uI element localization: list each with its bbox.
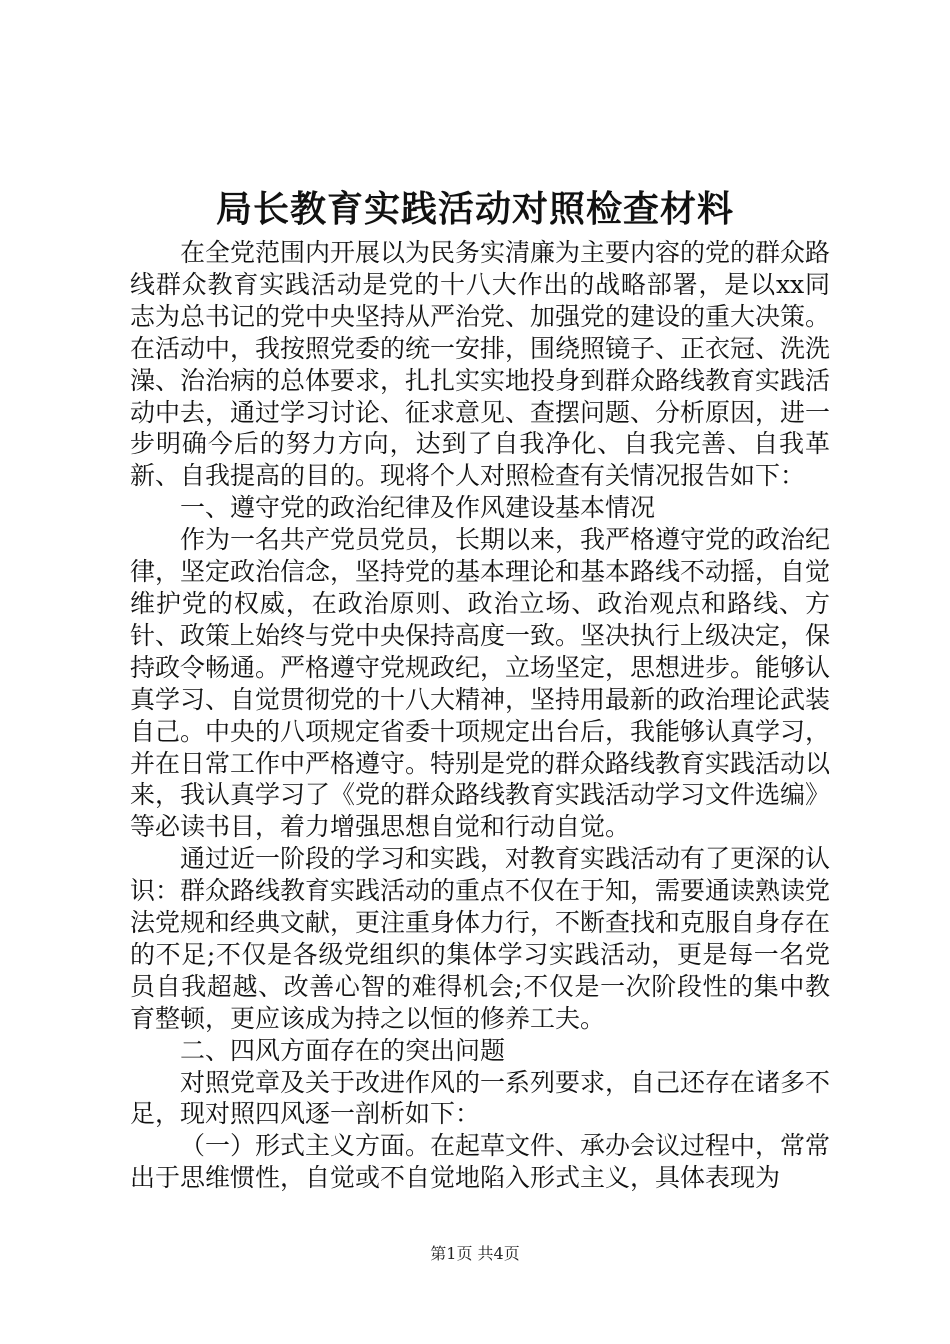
paragraph-intro: 在全党范围内开展以为民务实清廉为主要内容的党的群众路线群众教育实践活动是党的十八大作出的战略部署，是以xx同志为总书记的党中央坚持从严治党、加强党的建设的重大决策。在活动中，我按照党委的统一安排，围绕照镜子、正衣冠、洗洗澡、治治病的总体要求，扎扎实实地投身到群众路线教育实践活动中去，通过学习讨论、征求意见、查摆问题、分析原因，进一步明确今后的努力方向，达到了自我净化、自我完善、自我革新、自我提高的目的。现将个人对照检查有关情况报告如下： [130,238,831,491]
document-title: 局长教育实践活动对照检查材料 [215,188,734,230]
section-heading-2: 二、四风方面存在的突出问题 [180,1035,506,1065]
section-heading-1: 一、遵守党的政治纪律及作风建设基本情况 [180,493,656,523]
page-number-footer: 第1页 共4页 [430,1244,520,1263]
paragraph-understanding: 通过近一阶段的学习和实践，对教育实践活动有了更深的认识：群众路线教育实践活动的重点不仅在于知，需要通读熟读党法党规和经典文献，更注重身体力行，不断查找和克服自身存在的不足;不仅是各级党组织的集体学习实践活动，更是每一名党员自我超越、改善心智的难得机会;不仅是一次阶段性的集中教育整顿，更应该成为持之以恒的修养工夫。 [130,844,831,1033]
paragraph-political-discipline: 作为一名共产党员党员，长期以来，我严格遵守党的政治纪律，坚定政治信念，坚持党的基本理论和基本路线不动摇，自觉维护党的权威，在政治原则、政治立场、政治观点和路线、方针、政策上始终与党中央保持高度一致。坚决执行上级决定，保持政令畅通。严格遵守党规政纪，立场坚定，思想进步。能够认真学习、自觉贯彻党的十八大精神，坚持用最新的政治理论武装自己。中央的八项规定省委十项规定出台后，我能够认真学习，并在日常工作中严格遵守。特别是党的群众路线教育实践活动以来，我认真学习了《党的群众路线教育实践活动学习文件选编》等必读书目，着力增强思想自觉和行动自觉。 [130,525,831,842]
paragraph-formalism: （一）形式主义方面。在起草文件、承办会议过程中，常常出于思维惯性，自觉或不自觉地陷入形式主义，具体表现为 [130,1131,831,1193]
document-body [130,237,830,1194]
paragraph-four-styles-intro: 对照党章及关于改进作风的一系列要求，自己还存在诸多不足，现对照四风逐一剖析如下： [130,1067,831,1129]
